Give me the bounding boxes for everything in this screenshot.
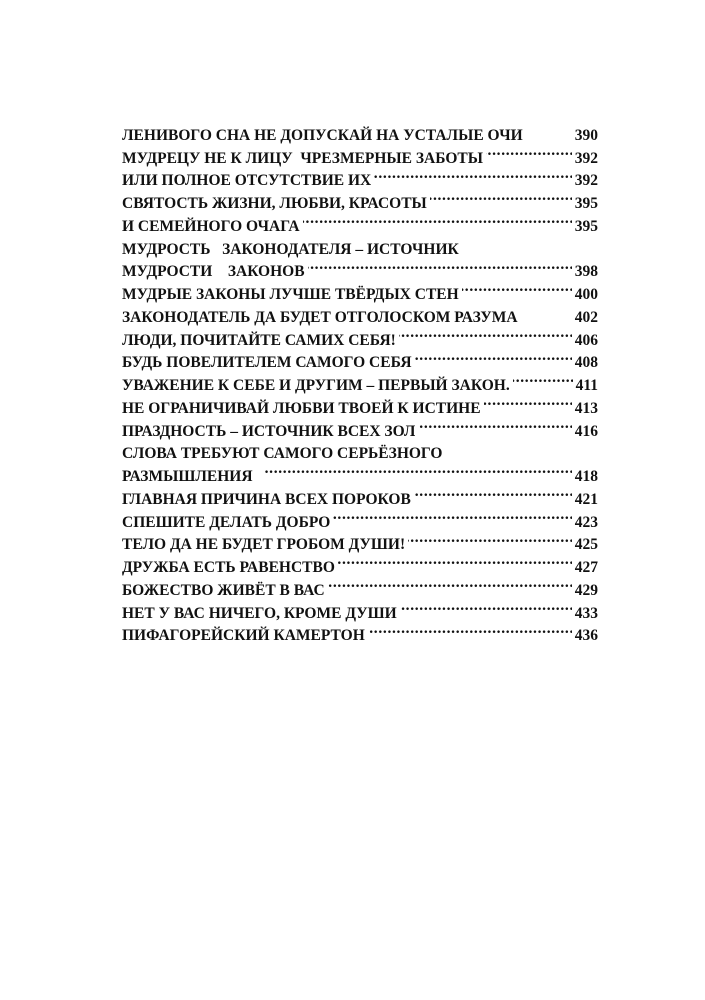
toc-entry-page-number: 392 [574, 172, 598, 190]
toc-entry-page-number: 390 [574, 126, 598, 144]
toc-entry-title: ЛЮДИ, ПОЧИТАЙТЕ САМИХ СЕБЯ! [122, 331, 396, 349]
dot-leader [430, 185, 572, 208]
toc-entry-title: ПИФАГОРЕЙСКИЙ КАМЕРТОН [122, 627, 365, 645]
toc-entry-page-number: 418 [574, 468, 598, 485]
dot-leader [256, 458, 572, 481]
toc-entry-title: РАЗМЫШЛЕНИЯ [122, 468, 253, 485]
toc-entry-title: ЗАКОНОДАТЕЛЬ ДА БУДЕТ ОТГОЛОСКОМ РАЗУМА [122, 308, 518, 326]
dot-leader [399, 322, 572, 345]
toc-entry-page-number: 408 [574, 354, 598, 372]
toc-entry-page-number: 400 [574, 286, 598, 303]
toc-entry-page-number: 423 [574, 513, 598, 531]
dot-leader [415, 345, 572, 368]
dot-leader [521, 299, 572, 322]
dot-leader [486, 140, 572, 163]
dot-leader [328, 572, 572, 595]
toc-entry [122, 117, 598, 144]
toc-entry-page-number: 395 [574, 195, 598, 212]
dot-leader [513, 367, 573, 390]
toc-entry-title: СПЕШИТЕ ДЕЛАТЬ ДОБРО [122, 513, 331, 531]
toc-entry-title: БОЖЕСТВО ЖИВЁТ В ВАС [122, 581, 325, 599]
dot-leader [308, 254, 572, 277]
toc-entry-title: ПРАЗДНОСТЬ – ИСТОЧНИК ВСЕХ ЗОЛ [122, 422, 416, 440]
dot-leader [526, 117, 572, 140]
toc-entry-title: ДРУЖБА ЕСТЬ РАВЕНСТВО [122, 559, 335, 576]
dot-leader [400, 595, 572, 618]
toc-entry-title: МУДРОСТЬ ЗАКОНОДАТЕЛЯ – ИСТОЧНИК [122, 240, 459, 258]
dot-leader [408, 527, 572, 550]
dot-leader [303, 208, 572, 231]
toc-entry-page-number: 433 [574, 604, 598, 622]
table-of-contents [122, 117, 598, 645]
toc-entry-title: ЛЕНИВОГО СНА НЕ ДОПУСКАЙ НА УСТАЛЫЕ ОЧИ [122, 126, 523, 144]
toc-entry-page-number: 402 [574, 308, 598, 326]
toc-entry-title: ТЕЛО ДА НЕ БУДЕТ ГРОБОМ ДУШИ! [122, 536, 406, 554]
toc-entry-page-number: 398 [574, 263, 598, 281]
toc-entry-title: НЕТ У ВАС НИЧЕГО, КРОМЕ ДУШИ [122, 604, 397, 622]
toc-entry-title: И СЕМЕЙНОГО ОЧАГА [122, 217, 300, 235]
dot-leader [418, 413, 571, 436]
dot-leader [414, 481, 572, 504]
dot-leader [374, 163, 572, 186]
toc-entry-page-number: 427 [574, 559, 598, 576]
dot-leader [338, 549, 572, 572]
toc-entry-page-number: 421 [574, 490, 598, 508]
toc-entry-page-number: 429 [574, 581, 598, 599]
dot-leader [462, 231, 595, 254]
toc-entry-page-number: 413 [574, 399, 598, 417]
toc-entry-title: МУДРЕЦУ НЕ К ЛИЦУ ЧРЕЗМЕРНЫЕ ЗАБОТЫ [122, 149, 483, 167]
toc-entry-title: СВЯТОСТЬ ЖИЗНИ, ЛЮБВИ, КРАСОТЫ [122, 195, 427, 212]
toc-entry-page-number: 416 [574, 422, 598, 440]
toc-entry-title: МУДРЫЕ ЗАКОНЫ ЛУЧШЕ ТВЁРДЫХ СТЕН [122, 286, 459, 303]
toc-entry-page-number: 406 [574, 331, 598, 349]
toc-entry-page-number: 425 [574, 536, 598, 554]
toc-entry-title: УВАЖЕНИЕ К СЕБЕ И ДРУГИМ – ПЕРВЫЙ ЗАКОН. [122, 377, 510, 394]
dot-leader [484, 390, 572, 413]
dot-leader [333, 504, 571, 527]
toc-entry-title: СЛОВА ТРЕБУЮТ САМОГО СЕРЬЁЗНОГО [122, 445, 443, 463]
dot-leader [462, 276, 572, 299]
toc-entry-title: НЕ ОГРАНИЧИВАЙ ЛЮБВИ ТВОЕЙ К ИСТИНЕ [122, 399, 481, 417]
toc-entry-title: ГЛАВНАЯ ПРИЧИНА ВСЕХ ПОРОКОВ [122, 490, 411, 508]
toc-entry-title: БУДЬ ПОВЕЛИТЕЛЕМ САМОГО СЕБЯ [122, 354, 412, 372]
toc-entry-page-number: 411 [575, 377, 598, 394]
toc-entry-title: ИЛИ ПОЛНОЕ ОТСУТСТВИЕ ИХ [122, 172, 372, 190]
dot-leader [445, 436, 595, 459]
toc-entry-title: МУДРОСТИ ЗАКОНОВ [122, 263, 305, 281]
toc-entry-page-number: 436 [574, 627, 598, 645]
toc-entry-page-number: 395 [574, 217, 598, 235]
toc-entry-page-number: 392 [574, 149, 598, 167]
dot-leader [368, 618, 572, 641]
